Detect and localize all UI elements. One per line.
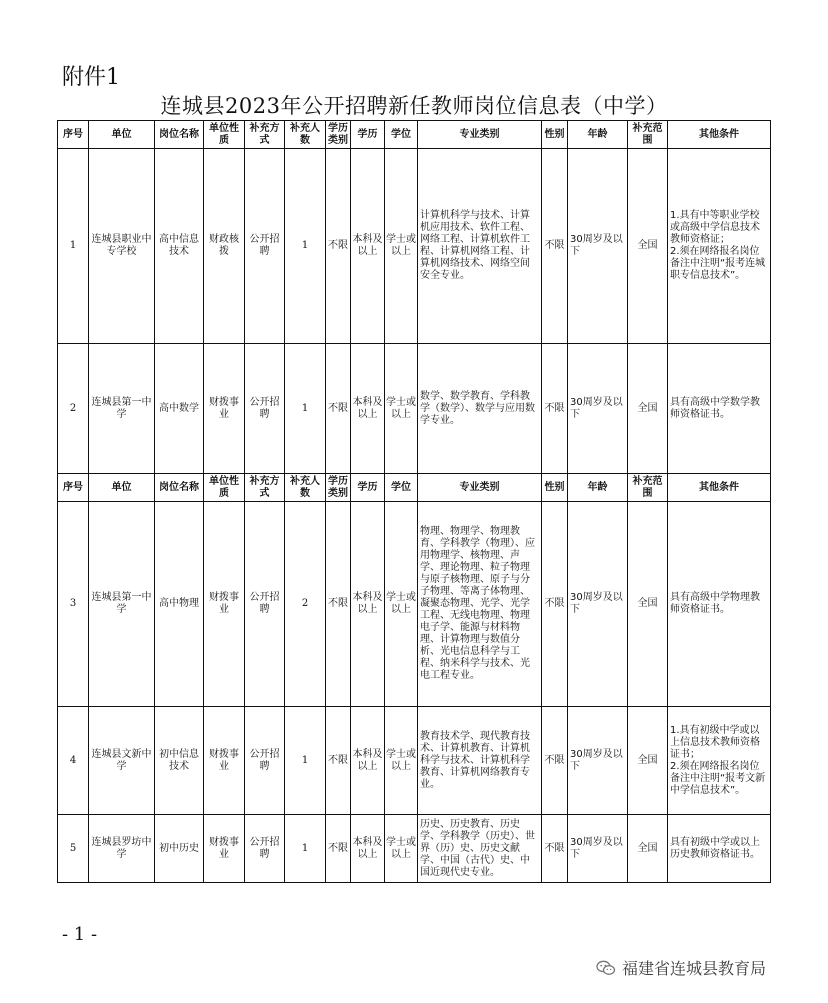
row-number: 5 [58, 815, 89, 883]
header-cell: 岗位名称 [155, 121, 204, 149]
gender-cell: 不限 [542, 344, 568, 474]
edu-cell: 本科及以上 [351, 344, 385, 474]
nature-cell: 财政核拨 [204, 149, 245, 344]
major-cell: 教育技术学、现代教育技术、计算机教育、计算机科学与技术、计算机科学教育、计算机网络教育专业。 [418, 707, 542, 815]
edu-type-cell: 不限 [326, 149, 351, 344]
page-title: 连城县2023年公开招聘新任教师岗位信息表（中学） [160, 94, 668, 118]
degree-cell: 学士或以上 [385, 815, 418, 883]
other-cell: 1.具有初级中学或以上信息技术教师资格证书； 2.须在网络报名岗位备注中注明“报考文新中学信息技术”。 [668, 707, 771, 815]
unit-cell: 连城县第一中学 [89, 502, 155, 707]
method-cell: 公开招聘 [245, 815, 285, 883]
age-cell: 30周岁及以下 [568, 707, 628, 815]
unit-cell: 连城县罗坊中学 [89, 815, 155, 883]
header-cell: 年龄 [568, 121, 628, 149]
row-number: 1 [58, 149, 89, 344]
header-cell: 年龄 [568, 474, 628, 502]
header-cell: 补充方式 [245, 474, 285, 502]
major-cell: 物理、物理学、物理教育、学科教学（物理）、应用物理学、核物理、声学、理论物理、粒子物理与原子核物理、原子与分子物理、等离子体物理、凝聚态物理、光学、光学工程、无线电物理、物理电子学、能源与材料物理、计算物理与数值分析、光电信息科学与工程、纳米科学与技术、光电工程专业。 [418, 502, 542, 707]
other-cell: 具有高级中学物理教师资格证书。 [668, 502, 771, 707]
post-cell: 高中物理 [155, 502, 204, 707]
degree-cell: 学士或以上 [385, 707, 418, 815]
gender-cell: 不限 [542, 149, 568, 344]
unit-cell: 连城县职业中专学校 [89, 149, 155, 344]
count-cell: 1 [285, 707, 326, 815]
positions-table [57, 120, 771, 883]
post-cell: 初中信息技术 [155, 707, 204, 815]
header-cell: 序号 [58, 474, 89, 502]
method-cell: 公开招聘 [245, 344, 285, 474]
edu-cell: 本科及以上 [351, 815, 385, 883]
header-cell: 其他条件 [668, 474, 771, 502]
edu-type-cell: 不限 [326, 815, 351, 883]
watermark-text: 福建省连城县教育局 [622, 959, 767, 978]
degree-cell: 学士或以上 [385, 344, 418, 474]
header-cell: 岗位名称 [155, 474, 204, 502]
age-cell: 30周岁及以下 [568, 815, 628, 883]
unit-cell: 连城县第一中学 [89, 344, 155, 474]
header-cell: 单位 [89, 121, 155, 149]
count-cell: 1 [285, 815, 326, 883]
page-number: - 1 - [62, 924, 98, 945]
header-cell: 其他条件 [668, 121, 771, 149]
row-number: 3 [58, 502, 89, 707]
other-cell: 1.具有中等职业学校或高级中学信息技术教师资格证； 2.须在网络报名岗位备注中注明“报考连城职专信息技术”。 [668, 149, 771, 344]
other-cell: 具有初级中学或以上历史教师资格证书。 [668, 815, 771, 883]
scope-cell: 全国 [628, 502, 668, 707]
gender-cell: 不限 [542, 502, 568, 707]
post-cell: 初中历史 [155, 815, 204, 883]
scope-cell: 全国 [628, 344, 668, 474]
header-cell: 学历类别 [326, 474, 351, 502]
count-cell: 2 [285, 502, 326, 707]
method-cell: 公开招聘 [245, 707, 285, 815]
gender-cell: 不限 [542, 707, 568, 815]
table-header-row [58, 121, 771, 149]
table-row [58, 707, 771, 815]
table-header-row [58, 474, 771, 502]
header-cell: 单位性质 [204, 121, 245, 149]
gender-cell: 不限 [542, 815, 568, 883]
header-cell: 学历 [351, 121, 385, 149]
post-cell: 高中信息技术 [155, 149, 204, 344]
nature-cell: 财拨事业 [204, 815, 245, 883]
count-cell: 1 [285, 149, 326, 344]
header-cell: 序号 [58, 121, 89, 149]
nature-cell: 财拨事业 [204, 344, 245, 474]
edu-cell: 本科及以上 [351, 149, 385, 344]
major-cell: 计算机科学与技术、计算机应用技术、软件工程、网络工程、计算机软件工程、计算机网络工程、计算机网络技术、网络空间安全专业。 [418, 149, 542, 344]
method-cell: 公开招聘 [245, 502, 285, 707]
wechat-icon [596, 960, 616, 976]
header-cell: 单位性质 [204, 474, 245, 502]
header-cell: 性别 [542, 474, 568, 502]
nature-cell: 财拨事业 [204, 707, 245, 815]
header-cell: 学位 [385, 121, 418, 149]
header-cell: 专业类别 [418, 474, 542, 502]
table-row [58, 502, 771, 707]
degree-cell: 学士或以上 [385, 149, 418, 344]
header-cell: 单位 [89, 474, 155, 502]
edu-type-cell: 不限 [326, 502, 351, 707]
scope-cell: 全国 [628, 707, 668, 815]
post-cell: 高中数学 [155, 344, 204, 474]
edu-type-cell: 不限 [326, 707, 351, 815]
table-row [58, 149, 771, 344]
scope-cell: 全国 [628, 815, 668, 883]
edu-cell: 本科及以上 [351, 707, 385, 815]
age-cell: 30周岁及以下 [568, 344, 628, 474]
scope-cell: 全国 [628, 149, 668, 344]
header-cell: 性别 [542, 121, 568, 149]
table-row [58, 815, 771, 883]
major-cell: 数学、数学教育、学科教学（数学）、数学与应用数学专业。 [418, 344, 542, 474]
count-cell: 1 [285, 344, 326, 474]
header-cell: 补充方式 [245, 121, 285, 149]
header-cell: 补充范围 [628, 121, 668, 149]
row-number: 4 [58, 707, 89, 815]
watermark [596, 956, 766, 979]
edu-type-cell: 不限 [326, 344, 351, 474]
header-cell: 专业类别 [418, 121, 542, 149]
major-cell: 历史、历史教育、历史学、学科教学（历史）、世界（历）史、历史文献学、中国（古代）史、中国近现代史专业。 [418, 815, 542, 883]
header-cell: 补充人数 [285, 474, 326, 502]
other-cell: 具有高级中学数学教师资格证书。 [668, 344, 771, 474]
row-number: 2 [58, 344, 89, 474]
nature-cell: 财拨事业 [204, 502, 245, 707]
method-cell: 公开招聘 [245, 149, 285, 344]
attachment-label: 附件1 [62, 65, 120, 90]
header-cell: 补充范围 [628, 474, 668, 502]
unit-cell: 连城县文新中学 [89, 707, 155, 815]
table-row [58, 344, 771, 474]
degree-cell: 学士或以上 [385, 502, 418, 707]
header-cell: 学历 [351, 474, 385, 502]
header-cell: 补充人数 [285, 121, 326, 149]
edu-cell: 本科及以上 [351, 502, 385, 707]
age-cell: 30周岁及以下 [568, 149, 628, 344]
header-cell: 学位 [385, 474, 418, 502]
header-cell: 学历类别 [326, 121, 351, 149]
age-cell: 30周岁及以下 [568, 502, 628, 707]
